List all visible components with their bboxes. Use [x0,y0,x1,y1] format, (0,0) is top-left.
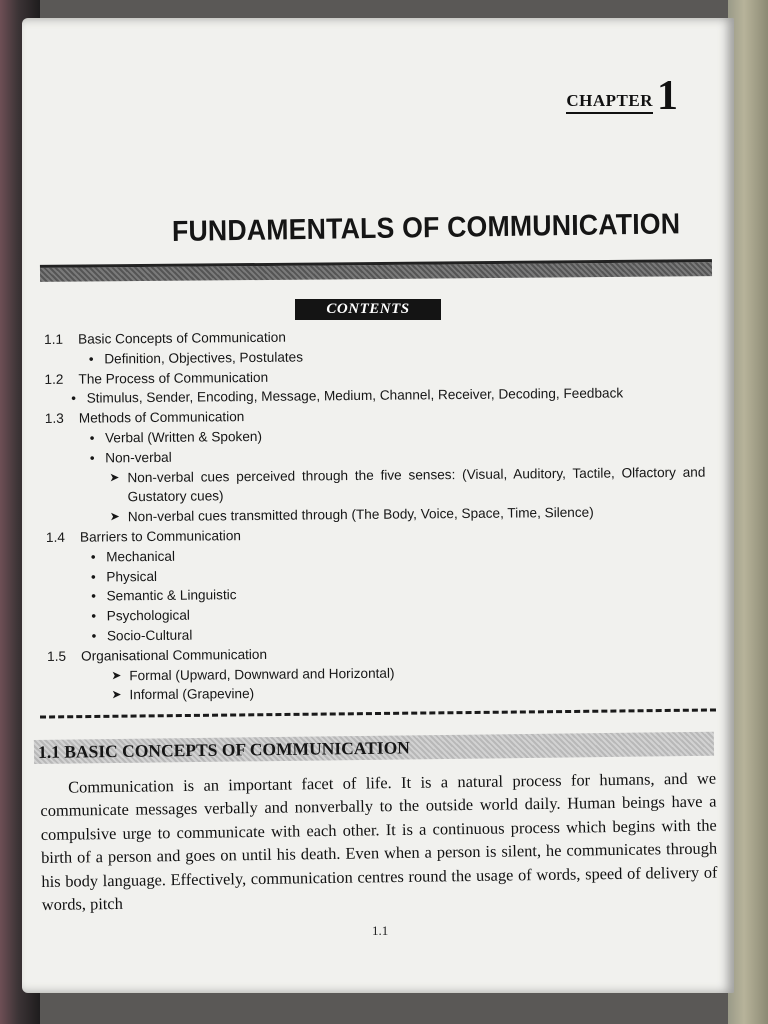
body-paragraph: Communication is an important facet of life. It is a natural process for humans, and we communicate messages verbally and nonverbally to the outside world daily. Human beings have a compulsive urge to communicate with each other. It is a continuous process which begins with the birth of a person and goes on until his death. Even when a person is silent, he communicates through his body language. Effectively, communication centres round the usage of words, speed of delivery of words, pitch [40,768,718,915]
toc-arrow-text: Non-verbal cues perceived through the five senses: (Visual, Auditory, Tactile, Olfactory and Gustatory cues) [127,464,706,505]
toc-bullet-text: Non-verbal [105,449,172,466]
bullet-icon: • [71,391,77,407]
contents-label: CONTENTS [295,299,441,320]
chapter-title: FUNDAMENTALS OF COMMUNICATION [171,208,681,248]
chapter-label [566,73,678,119]
book-page [22,18,734,993]
chapter-word: CHAPTER [566,91,653,114]
bullet-icon: • [88,351,94,367]
toc-bullet-text: Verbal (Written & Spoken) [104,428,263,446]
arrow-icon: ➤ [109,469,120,484]
bullet-icon: • [90,549,96,565]
toc-section-title: Barriers to Communication [79,528,241,545]
background-surface [728,0,768,1024]
toc-arrow-text: Formal (Upward, Downward and Horizontal) [129,665,395,683]
bullet-icon: • [91,628,97,644]
toc-section-title: Organisational Communication [81,646,268,664]
toc-section-title: Basic Concepts of Communication [78,329,286,347]
chapter-number: 1 [657,73,678,119]
bullet-icon: • [90,569,96,585]
toc-bullet-text: Psychological [106,607,190,624]
arrow-icon: ➤ [111,687,122,702]
toc-bullet-text: Physical [106,568,158,584]
bullet-icon: • [91,588,97,604]
toc-section-number: 1.4 [45,529,65,545]
section-heading: 1.1 BASIC CONCEPTS OF COMMUNICATION [37,737,411,762]
arrow-icon: ➤ [109,509,120,524]
toc-section-number: 1.1 [44,331,64,347]
bullet-icon: • [91,608,97,624]
toc-bullet-text: Socio-Cultural [106,627,193,644]
arrow-icon: ➤ [111,667,122,682]
bullet-icon: • [89,450,95,466]
toc-bullet-text: Definition, Objectives, Postulates [104,349,304,367]
toc-bullet-text: Semantic & Linguistic [106,587,237,604]
toc-section-number: 1.2 [44,371,64,387]
toc-arrow-text: Non-verbal cues transmitted through (The Body, Voice, Space, Time, Silence) [127,504,594,525]
section-heading-bar [34,732,714,764]
toc-arrow-text: Informal (Grapevine) [129,686,255,703]
body-text [40,767,718,917]
toc-section-title: Methods of Communication [78,409,245,426]
toc-bullet-text: Mechanical [106,548,176,565]
toc-section-number: 1.3 [44,411,64,427]
toc-section-title: The Process of Communication [78,369,269,387]
bullet-icon: • [89,430,95,446]
title-rule [40,259,712,282]
page-number: 1.1 [372,923,389,938]
table-of-contents [44,324,708,706]
toc-section-number: 1.5 [47,648,67,664]
toc-arrow-item [45,462,705,508]
toc-bullet-text: Stimulus, Sender, Encoding, Message, Medium, Channel, Receiver, Decoding, Feedback [86,385,624,406]
dashed-divider [40,708,716,718]
